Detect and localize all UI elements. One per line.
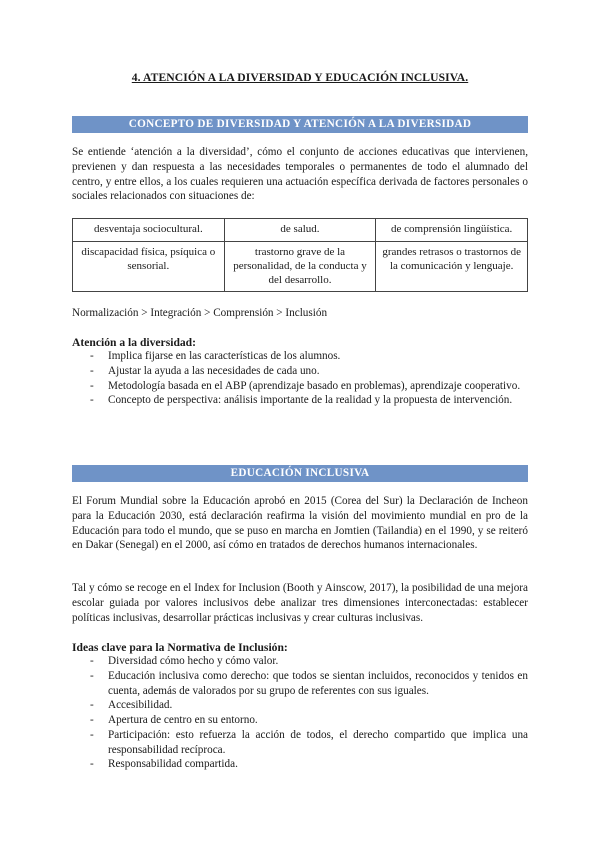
situations-table [72,218,528,292]
table-cell: trastorno grave de la personalidad, de la conducta y del desarrollo. [224,242,376,292]
list-item: - Implica fijarse en las características de los alumnos. [90,350,341,362]
list-item: - Apertura de centro en su entorno. [90,714,258,727]
list-item: - Metodología basada en el ABP (aprendizaje basado en problemas), aprendizaje cooperativo. [90,379,521,392]
section-header-diversity: CONCEPTO DE DIVERSIDAD Y ATENCIÓN A LA DIVERSIDAD [72,116,528,133]
page-title: 4. ATENCIÓN A LA DIVERSIDAD Y EDUCACIÓN INCLUSIVA. [131,71,469,84]
ideas-list [72,654,528,772]
list-item: - Accesibilidad. [90,699,173,712]
list-item: - Diversidad cómo hecho y cómo valor. [90,655,279,667]
ideas-heading: Ideas clave para la Normativa de Inclusión: [72,641,288,654]
table-cell: de comprensión lingüística. [376,219,528,242]
intro-paragraph: Se entiende ‘atención a la diversidad’, cómo el conjunto de acciones educativas que intervienen, previenen y dan respuesta a las necesidades temporales o permanentes de todo el alumnado del centro, y entre ellos, a los cuales requieren una actuación específica derivada de factores personales o sociales relacionados con situaciones de: [72,146,528,203]
inclusion-sequence: Normalización > Integración > Comprensión > Inclusión [72,307,328,319]
section-header-inclusive-education: EDUCACIÓN INCLUSIVA [72,465,528,482]
attention-list [72,349,528,408]
table-row [73,242,528,292]
table-cell: de salud. [224,219,376,242]
table-cell: desventaja sociocultural. [73,219,225,242]
table-row [73,219,528,242]
list-item: - Responsabilidad compartida. [90,758,238,771]
list-item: - Educación inclusiva como derecho: que todos se sientan incluidos, reconocidos y tenidos en cuenta, además de valorados por su grupo de referentes con sus iguales. [90,669,528,697]
list-item: - Participación: esto refuerza la acción de todos, el derecho compartido que implica una responsabilidad recíproca. [90,728,528,756]
table-cell: grandes retrasos o trastornos de la comunicación y lenguaje. [376,242,528,292]
forum-paragraph: El Forum Mundial sobre la Educación aprobó en 2015 (Corea del Sur) la Declaración de Incheon para la Educación 2030, está declaración reafirma la visión del movimiento mundial en pro de la Educación para todo el mundo, que se puso en marcha en Jomtien (Tailandia) en el 1990, y se reiteró en Dakar (Senegal) en el 2000, así cómo en tratados de derechos humanos internacionales. [72,495,528,552]
table-cell: discapacidad física, psíquica o sensorial. [73,242,225,292]
attention-heading: Atención a la diversidad: [72,336,196,349]
index-paragraph: Tal y cómo se recoge en el Index for Inclusion (Booth y Ainscow, 2017), la posibilidad de una mejora escolar guiada por valores inclusivos debe analizar tres dimensiones interconectadas: establecer políticas inclusivas, desarrollar prácticas inclusivas y crear culturas inclusivas. [72,582,528,624]
list-item: - Ajustar la ayuda a las necesidades de cada uno. [90,364,320,377]
list-item: - Concepto de perspectiva: análisis importante de la realidad y la propuesta de intervención. [90,394,513,407]
